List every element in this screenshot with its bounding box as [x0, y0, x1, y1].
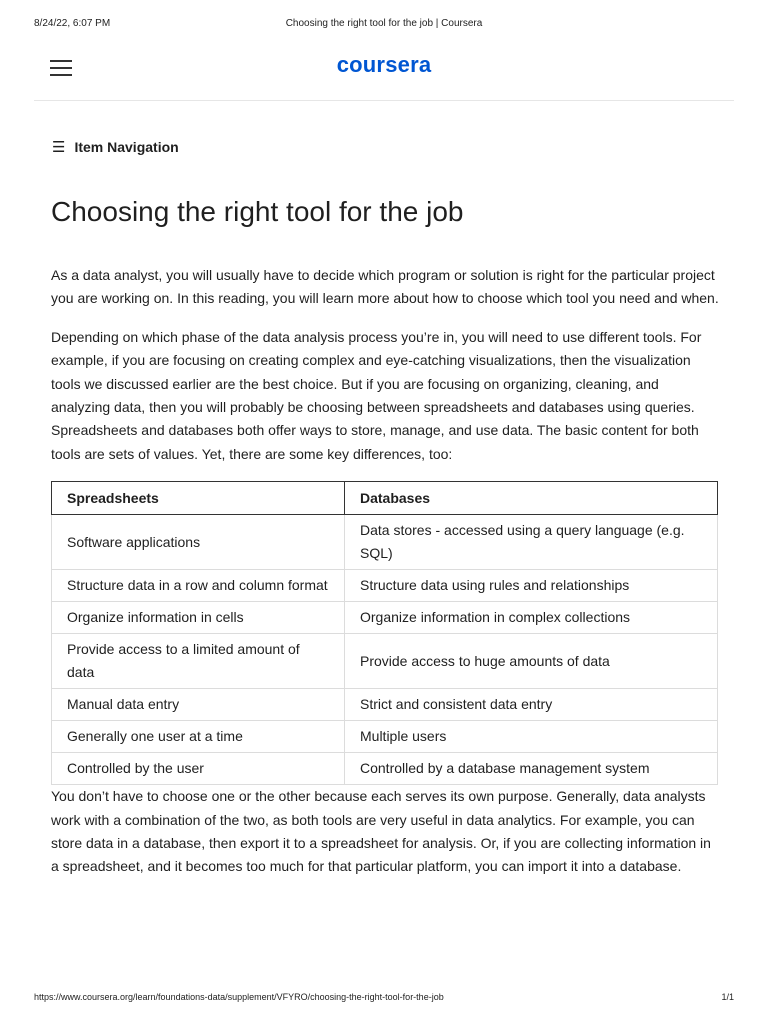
top-navigation-bar	[34, 46, 734, 101]
comparison-table	[51, 481, 718, 785]
table-cell: Provide access to huge amounts of data	[345, 634, 718, 689]
print-datetime: 8/24/22, 6:07 PM	[34, 18, 111, 29]
table-cell: Manual data entry	[52, 689, 345, 721]
table-cell: Strict and consistent data entry	[345, 689, 718, 721]
table-cell: Structure data in a row and column format	[52, 570, 345, 602]
table-cell: Controlled by a database management system	[345, 753, 718, 785]
table-cell: Provide access to a limited amount of data	[52, 634, 345, 689]
table-cell: Generally one user at a time	[52, 721, 345, 753]
table-row	[52, 570, 718, 602]
print-page-title: Choosing the right tool for the job | Coursera	[285, 18, 483, 29]
table-cell: Data stores - accessed using a query language (e.g. SQL)	[345, 515, 718, 570]
print-header	[0, 18, 768, 32]
print-footer	[0, 992, 768, 1006]
table-row	[52, 753, 718, 785]
table-cell: Controlled by the user	[52, 753, 345, 785]
body-paragraph: Depending on which phase of the data analysis process you’re in, you will need to use different tools. For example, if you are focusing on creating complex and eye-catching visualizations, then the visualization tools we discussed earlier are the best choice. But if you are focusing on organizing, cleaning, and analyzing data, then you will probably be choosing between spreadsheets and databases using queries. Spreadsheets and databases both offer ways to store, manage, and use data. The basic content for both tools are sets of values. Yet, there are some key differences, too:	[51, 328, 702, 462]
coursera-logo[interactable]: coursera	[336, 52, 432, 77]
intro-paragraph: As a data analyst, you will usually have to decide which program or solution is right for the particular project you are working on. In this reading, you will learn more about how to choose which tool you need and when.	[51, 267, 719, 307]
table-cell: Software applications	[52, 515, 345, 570]
item-navigation-button[interactable]	[52, 138, 179, 156]
list-icon: ☰	[52, 139, 66, 156]
table-row	[52, 515, 718, 570]
table-cell: Structure data using rules and relationships	[345, 570, 718, 602]
table-row	[52, 602, 718, 634]
table-row	[52, 721, 718, 753]
item-navigation-label: Item Navigation	[74, 139, 179, 155]
table-row	[52, 689, 718, 721]
closing-paragraph: You don’t have to choose one or the other because each serves its own purpose. Generally, data analysts work with a combination of the two, as both tools are very useful in data analytics. For example, you can store data in a database, then export it to a spreadsheet for analysis. Or, if you are collecting information in a spreadsheet, and it becomes too much for that particular platform, you can import it into a database.	[51, 788, 711, 875]
print-page-number: 1/1	[721, 992, 734, 1002]
print-url: https://www.coursera.org/learn/foundations-data/supplement/VFYRO/choosing-the-right-tool-for-the-job	[34, 992, 444, 1002]
table-cell: Organize information in cells	[52, 602, 345, 634]
table-header-row	[52, 482, 718, 515]
header-databases: Databases	[345, 482, 718, 515]
table-row	[52, 634, 718, 689]
table-cell: Multiple users	[345, 721, 718, 753]
table-cell: Organize information in complex collections	[345, 602, 718, 634]
header-spreadsheets: Spreadsheets	[52, 482, 345, 515]
reading-content	[51, 264, 719, 894]
page-title: Choosing the right tool for the job	[51, 196, 464, 227]
